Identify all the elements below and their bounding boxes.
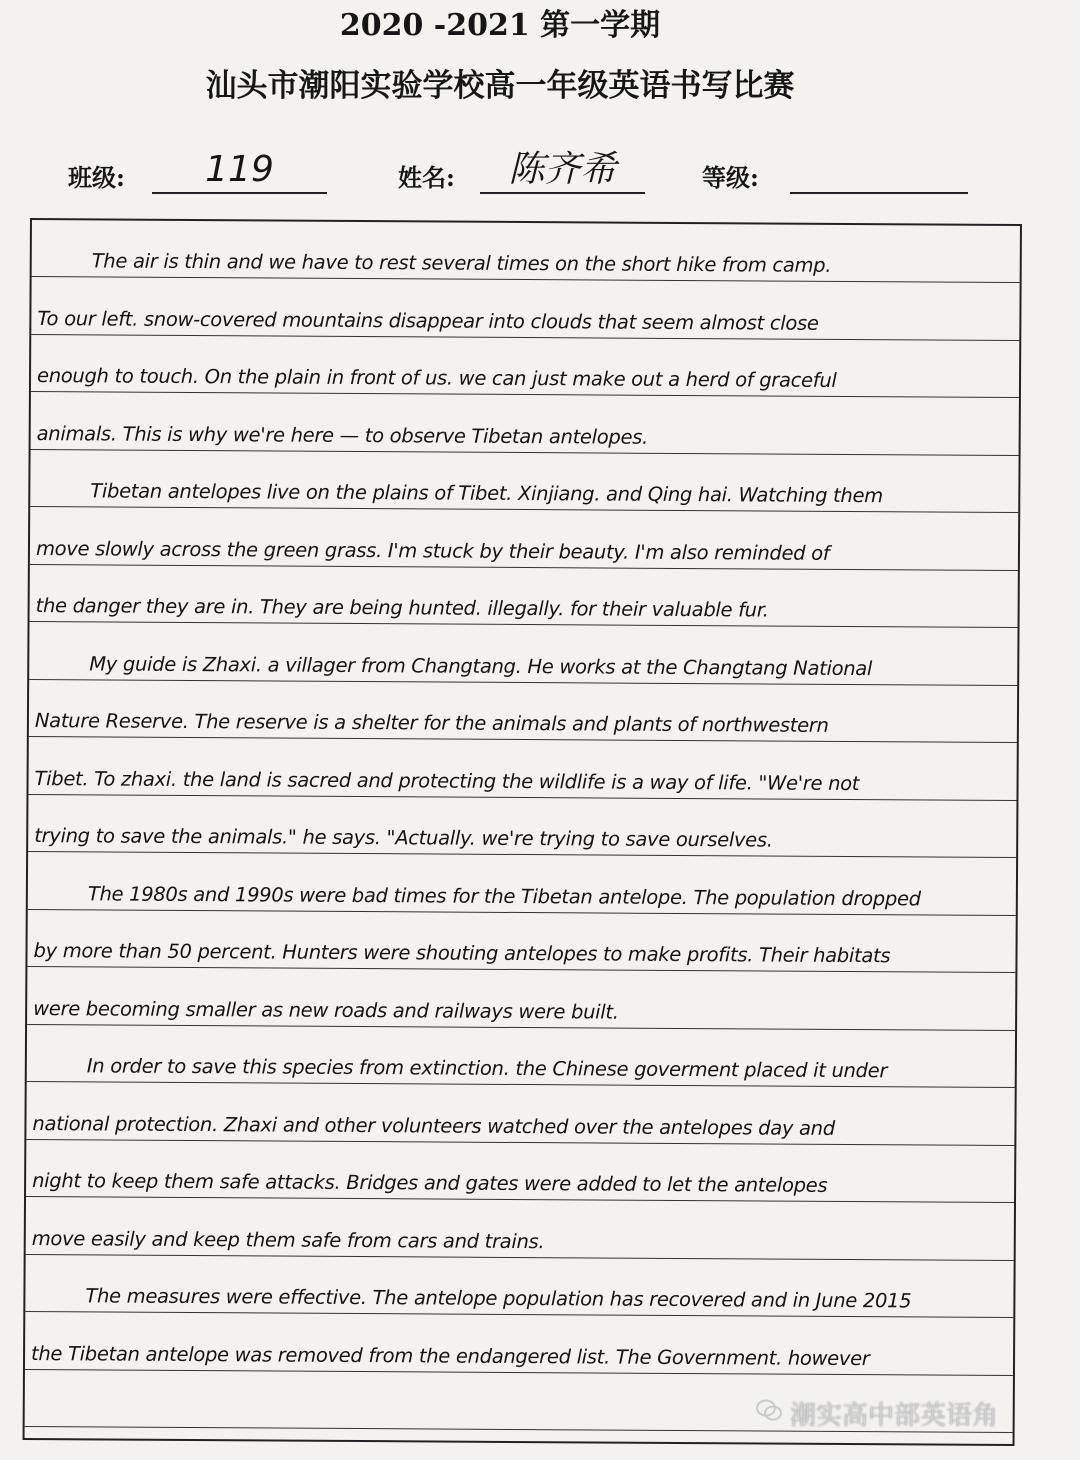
- ruled-line: [29, 680, 1017, 743]
- watermark: 潮实高中部英语角: [790, 1401, 999, 1431]
- ruled-line: [25, 1255, 1013, 1318]
- ruled-line: [31, 335, 1019, 398]
- handwritten-text: move slowly across the green grass. I'm stuck by their beauty. I'm also reminded of: [35, 536, 830, 565]
- ruled-line: [27, 967, 1015, 1030]
- name-value: 陈齐希: [480, 148, 645, 194]
- ruled-line: [28, 738, 1016, 801]
- ruled-line: [29, 623, 1017, 686]
- ruled-line: [30, 450, 1018, 513]
- contest-title: 汕头市潮阳实验学校高一年级英语书写比赛: [205, 68, 795, 104]
- wechat-icon: [755, 1398, 783, 1422]
- handwritten-text: national protection. Zhaxi and other volunteers watched over the antelopes day and: [32, 1111, 835, 1140]
- ruled-line: [31, 393, 1019, 456]
- grade-label: 等级:: [702, 163, 759, 192]
- handwritten-text: by more than 50 percent. Hunters were shouting antelopes to make profits. Their habitats: [33, 939, 891, 968]
- handwritten-text: night to keep them safe attacks. Bridges and gates were added to let the antelopes: [32, 1169, 828, 1197]
- ruled-line: [27, 910, 1015, 973]
- handwritten-text: the danger they are in. They are being hunted. illegally. for their valuable fur.: [35, 594, 769, 622]
- class-value: 119: [152, 148, 327, 194]
- handwritten-text: were becoming smaller as new roads and railways were built.: [33, 996, 619, 1024]
- handwritten-text: enough to touch. On the plain in front of us. we can just make out a herd of graceful: [36, 364, 837, 392]
- ruled-line: [28, 795, 1016, 858]
- contest-term-title: 2020 -2021 第一学期: [339, 8, 661, 43]
- handwritten-text: move easily and keep them safe from cars and trains.: [31, 1226, 545, 1253]
- ruled-line: [30, 508, 1018, 571]
- name-label: 姓名:: [398, 163, 455, 192]
- handwritten-text: trying to save the animals." he says. "Actually. we're trying to save ourselves.: [34, 824, 773, 852]
- handwritten-text: Nature Reserve. The reserve is a shelter for the animals and plants of northwestern: [34, 709, 829, 737]
- ruled-line: [31, 278, 1019, 341]
- ruled-writing-sheet: [23, 218, 1022, 1446]
- ruled-line: [26, 1140, 1014, 1203]
- class-label: 班级:: [68, 163, 125, 192]
- handwritten-text: the Tibetan antelope was removed from the endangered list. The Government. however: [30, 1341, 870, 1370]
- handwritten-text: To our left. snow-covered mountains disappear into clouds that seem almost close: [37, 306, 819, 335]
- ruled-line: [27, 1025, 1015, 1088]
- handwritten-text: The measures were effective. The antelope population has recovered and in June 2015: [85, 1284, 912, 1313]
- handwritten-text: The 1980s and 1990s were bad times for the Tibetan antelope. The population dropped: [87, 881, 921, 910]
- ruled-line: [28, 853, 1016, 916]
- ruled-line: [30, 565, 1018, 628]
- handwritten-text: In order to save this species from extinction. the Chinese goverment placed it under: [86, 1054, 888, 1083]
- grade-value: [790, 148, 968, 194]
- handwritten-text: My guide is Zhaxi. a villager from Changtang. He works at the Changtang National: [89, 651, 873, 680]
- student-info-row: [0, 150, 1080, 200]
- handwritten-text: Tibet. To zhaxi. the land is sacred and protecting the wildlife is a way of life. "We're not: [34, 766, 860, 795]
- ruled-line: [32, 220, 1020, 283]
- ruled-line: [26, 1082, 1014, 1145]
- ruled-line: [26, 1197, 1014, 1260]
- handwritten-text: Tibetan antelopes live on the plains of Tibet. Xinjiang. and Qing hai. Watching them: [90, 479, 883, 508]
- handwritten-text: The air is thin and we have to rest several times on the short hike from camp.: [91, 249, 832, 277]
- handwritten-text: animals. This is why we're here — to observe Tibetan antelopes.: [36, 421, 649, 449]
- ruled-line: [25, 1312, 1013, 1375]
